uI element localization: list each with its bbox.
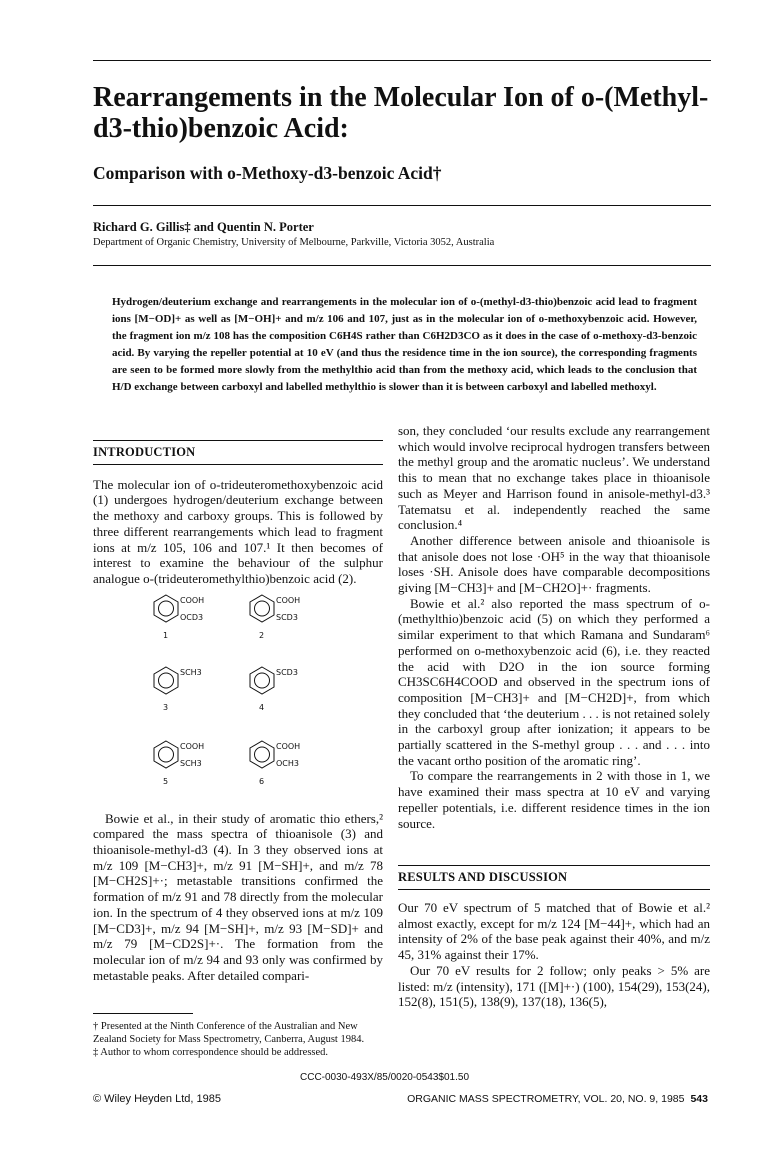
journal-name: ORGANIC MASS SPECTROMETRY, VOL. 20, NO. 9, 1985 (407, 1093, 685, 1105)
compound-number: 4 (259, 702, 265, 712)
left-column (93, 440, 383, 983)
chemical-structures (93, 593, 383, 803)
section-heading-results: RESULTS AND DISCUSSION (398, 870, 568, 885)
benzene-ring-icon (247, 739, 277, 769)
substituent-bottom: SCD3 (276, 612, 298, 622)
paragraph: Our 70 eV results for 2 follow; only peaks > 5% are listed: m/z (intensity), 171 ([M]+·) (100), 154(29), 153(24), 152(8), 151(5), 138(9), 137(18), 136(5), (398, 962, 710, 1010)
article-title: Rearrangements in the Molecular Ion of o-(Methyl-d3-thio)benzoic Acid: (93, 82, 709, 144)
section-rule (398, 865, 710, 866)
compound-number: 6 (259, 776, 265, 786)
structure-1 (151, 593, 251, 643)
section-rule (93, 464, 383, 465)
paragraph: Our 70 eV spectrum of 5 matched that of Bowie et al.² almost exactly, except for m/z 124 [M−44]+, which had an intensity of 2% of the base peak against their 40%, and m/z 45, 31% against their 17%. (398, 899, 710, 963)
structure-6 (247, 739, 347, 789)
substituent-bottom: SCH3 (180, 758, 202, 768)
substituent-top: COOH (180, 741, 205, 751)
paragraph: To compare the rearrangements in 2 with those in 1, we have examined their mass spectra at 10 eV and varying repeller potentials, i.e. different residence times in the ion source. (398, 768, 710, 831)
section-heading-introduction: INTRODUCTION (93, 445, 196, 459)
compound-number: 2 (259, 630, 265, 640)
paragraph: Bowie et al., in their study of aromatic thio ethers,² compared the mass spectra of thioanisole (3) and thioanisole-methyl-d3 (4). In 3 they observed ions at m/z 109 [M−CH3]+, m/z 91 [M−SH]+, and m/z 78 [M−CH2S]+·; metastable transitions confirmed the formation of m/z 91 and 78 directly from the molecular ion. In the spectrum of 4 they observed ions at m/z 109 [M−CD3]+, m/z 94 [M−SH]+, m/z 93 [M−SD]+ and m/z 79 [M−CD2S]+·. The formation from the molecular ion of m/z 94 and 93 only was confirmed by metastable peaks. After detailed compari- (93, 810, 383, 983)
paragraph: Another difference between anisole and thioanisole is that anisole does not lose ·OH⁵ in the way that thioanisole loses ·SH. Anisole does have comparable decompositions giving [M−CH3]+ and [M−CH2O]+· fragments. (398, 532, 710, 596)
paragraph: Bowie et al.² also reported the mass spectrum of o-(methylthio)benzoic acid (5) on which they performed a similar experiment to that which Ramana and Sundaram⁶ performed on o-methoxybenzoic acid (6), i.e. they reacted the acid with D2O in the ion source forming CH3SC6H4COOD and observed in the spectrum ions of composition [M−CH3]+ and [M−CH2D]+, from which they concluded that ‘the deuterium . . . is not retained solely in the carboxyl group after ionization; it appears to be partially scattered in the S-methyl group . . . and . . . into the vacant ortho position of the aromatic ring’. (398, 595, 710, 768)
footnotes (93, 1020, 383, 1059)
benzene-ring-icon (151, 665, 181, 695)
compound-number: 1 (163, 630, 169, 640)
copyright: © Wiley Heyden Ltd, 1985 (93, 1093, 221, 1105)
substituent-top: COOH (276, 595, 301, 605)
structure-5 (151, 739, 251, 789)
substituent-top: COOH (180, 595, 205, 605)
title-rule (93, 205, 711, 206)
benzene-ring-icon (151, 593, 181, 623)
authors: Richard G. Gillis‡ and Quentin N. Porter (93, 220, 314, 234)
compound-number: 3 (163, 702, 169, 712)
compound-number: 5 (163, 776, 169, 786)
section-rule (398, 889, 710, 890)
structure-4 (247, 665, 347, 715)
substituent-top: COOH (276, 741, 301, 751)
page-number: 543 (690, 1093, 708, 1105)
benzene-ring-icon (247, 665, 277, 695)
structure-3 (151, 665, 251, 715)
article-subtitle: Comparison with o-Methoxy-d3-benzoic Acid† (93, 163, 442, 183)
footnote: † Presented at the Ninth Conference of the Australian and New Zealand Society for Mass Spectrometry, Canberra, August 1984. (93, 1021, 365, 1045)
paragraph: son, they concluded ‘our results exclude any rearrangement which would involve reciprocal hydrogen transfers between the methyl group and the aromatic nucleus’. We understand this to mean that no exchange takes place in thioanisole such as Meyer and Harrison found in anisole-methyl-d3.³ Tatematsu et al. independently reached the same conclusion.⁴ (398, 423, 710, 533)
section-rule (93, 440, 383, 441)
benzene-ring-icon (247, 593, 277, 623)
article-code: CCC-0030-493X/85/0020-0543$01.50 (300, 1072, 470, 1083)
journal-footer (407, 1093, 708, 1105)
top-rule (93, 60, 711, 61)
structure-2 (247, 593, 347, 643)
affiliation-rule (93, 265, 711, 266)
footnote-rule (93, 1013, 193, 1014)
benzene-ring-icon (151, 739, 181, 769)
right-column (398, 423, 710, 1010)
substituent-bottom: OCH3 (276, 758, 299, 768)
paragraph: The molecular ion of o-trideuteromethoxybenzoic acid (1) undergoes hydrogen/deuterium exchange between the methoxy and carboxy groups. This is followed by three different rearrangements which lead to fragment ions at m/z 105, 106 and 107.¹ It then becomes of interest to examine the behaviour of the sulphur analogue o-(trideuteromethylthio)benzoic acid (2). (93, 476, 383, 586)
affiliation: Department of Organic Chemistry, University of Melbourne, Parkville, Victoria 3052, Australia (93, 237, 495, 248)
substituent-bottom: OCD3 (180, 612, 204, 622)
substituent-top: SCD3 (276, 667, 298, 677)
abstract: Hydrogen/deuterium exchange and rearrangements in the molecular ion of o-(methyl-d3-thio)benzoic acid lead to fragment ions [M−OD]+ as well as [M−OH]+ and m/z 106 and 107, just as in the molecular ion of o-methoxybenzoic acid. However, the fragment ion m/z 108 has the composition C6H4S rather than C6H2D3CO as it does in the case of o-methoxy-d3-benzoic acid. By varying the repeller potential at 10 eV (and thus the residence time in the ion source), the corresponding fragments are seen to be formed more slowly from the methylthio acid than from the methoxy acid, which leads to the conclusion that H/D exchange between carboxyl and labelled methylthio is slower than it is between carboxyl and labelled methoxyl. (112, 296, 697, 393)
footnote: ‡ Author to whom correspondence should be addressed. (93, 1047, 329, 1058)
substituent-top: SCH3 (180, 667, 202, 677)
